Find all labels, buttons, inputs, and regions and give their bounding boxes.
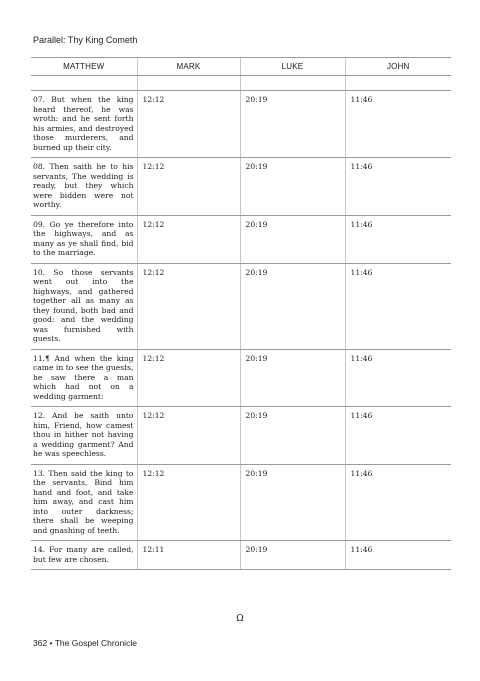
end-mark: Ω xyxy=(236,614,244,624)
matthew-cell: 14. For many are called, but few are chosen. xyxy=(31,541,137,570)
table-row xyxy=(31,407,451,465)
mark-cell: 12:11 xyxy=(137,541,240,570)
page-title: Parallel: Thy King Cometh xyxy=(33,35,138,45)
page-footer: 362 • The Gospel Chronicle xyxy=(33,638,137,648)
matthew-cell: 12. And he saith unto him, Friend, how camest thou in hither not having a wedding garment? And he was speechless. xyxy=(31,407,137,465)
table-row xyxy=(31,91,451,158)
mark-cell: 12:12 xyxy=(137,91,240,158)
matthew-cell: 09. Go ye therefore into the highways, and as many as ye shall find, bid to the marriage. xyxy=(31,215,137,263)
john-cell: 11:46 xyxy=(345,263,451,349)
parallel-table xyxy=(31,57,451,570)
table-row xyxy=(31,464,451,541)
mark-cell: 12:12 xyxy=(137,464,240,541)
luke-cell: 20:19 xyxy=(240,263,345,349)
column-header-john: JOHN xyxy=(345,58,451,76)
table-row xyxy=(31,263,451,349)
table-row xyxy=(31,349,451,407)
table-row xyxy=(31,541,451,570)
john-cell: 11:46 xyxy=(345,349,451,407)
john-cell: 11:46 xyxy=(345,158,451,216)
matthew-cell: 07. But when the king heard thereof, he was wroth: and he sent forth his armies, and destroyed those murderers, and burned up their city. xyxy=(31,91,137,158)
john-cell: 11:46 xyxy=(345,464,451,541)
mark-cell: 12:12 xyxy=(137,349,240,407)
mark-cell: 12:12 xyxy=(137,263,240,349)
matthew-cell: 11.¶ And when the king came in to see the guests, he saw there a man which had not on a wedding garment: xyxy=(31,349,137,407)
mark-cell: 12:12 xyxy=(137,215,240,263)
john-cell: 11:46 xyxy=(345,215,451,263)
luke-cell: 20:19 xyxy=(240,158,345,216)
luke-cell: 20:19 xyxy=(240,464,345,541)
spacer-row xyxy=(31,76,451,91)
matthew-cell: 08. Then saith he to his servants, The wedding is ready, but they which were bidden were not worthy. xyxy=(31,158,137,216)
luke-cell: 20:19 xyxy=(240,215,345,263)
matthew-cell: 10. So those servants went out into the highways, and gathered together all as many as they found, both bad and good: and the wedding was furnished with guests. xyxy=(31,263,137,349)
table-row xyxy=(31,215,451,263)
matthew-cell: 13. Then said the king to the servants, Bind him hand and foot, and take him away, and cast him into outer darkness; there shall be weeping and gnashing of teeth. xyxy=(31,464,137,541)
table-header-row xyxy=(31,58,451,76)
mark-cell: 12:12 xyxy=(137,158,240,216)
column-header-mark: MARK xyxy=(137,58,240,76)
john-cell: 11:46 xyxy=(345,407,451,465)
column-header-matthew: MATTHEW xyxy=(31,58,137,76)
luke-cell: 20:19 xyxy=(240,541,345,570)
luke-cell: 20:19 xyxy=(240,349,345,407)
luke-cell: 20:19 xyxy=(240,407,345,465)
table-row xyxy=(31,158,451,216)
john-cell: 11:46 xyxy=(345,541,451,570)
mark-cell: 12:12 xyxy=(137,407,240,465)
column-header-luke: LUKE xyxy=(240,58,345,76)
luke-cell: 20:19 xyxy=(240,91,345,158)
john-cell: 11:46 xyxy=(345,91,451,158)
